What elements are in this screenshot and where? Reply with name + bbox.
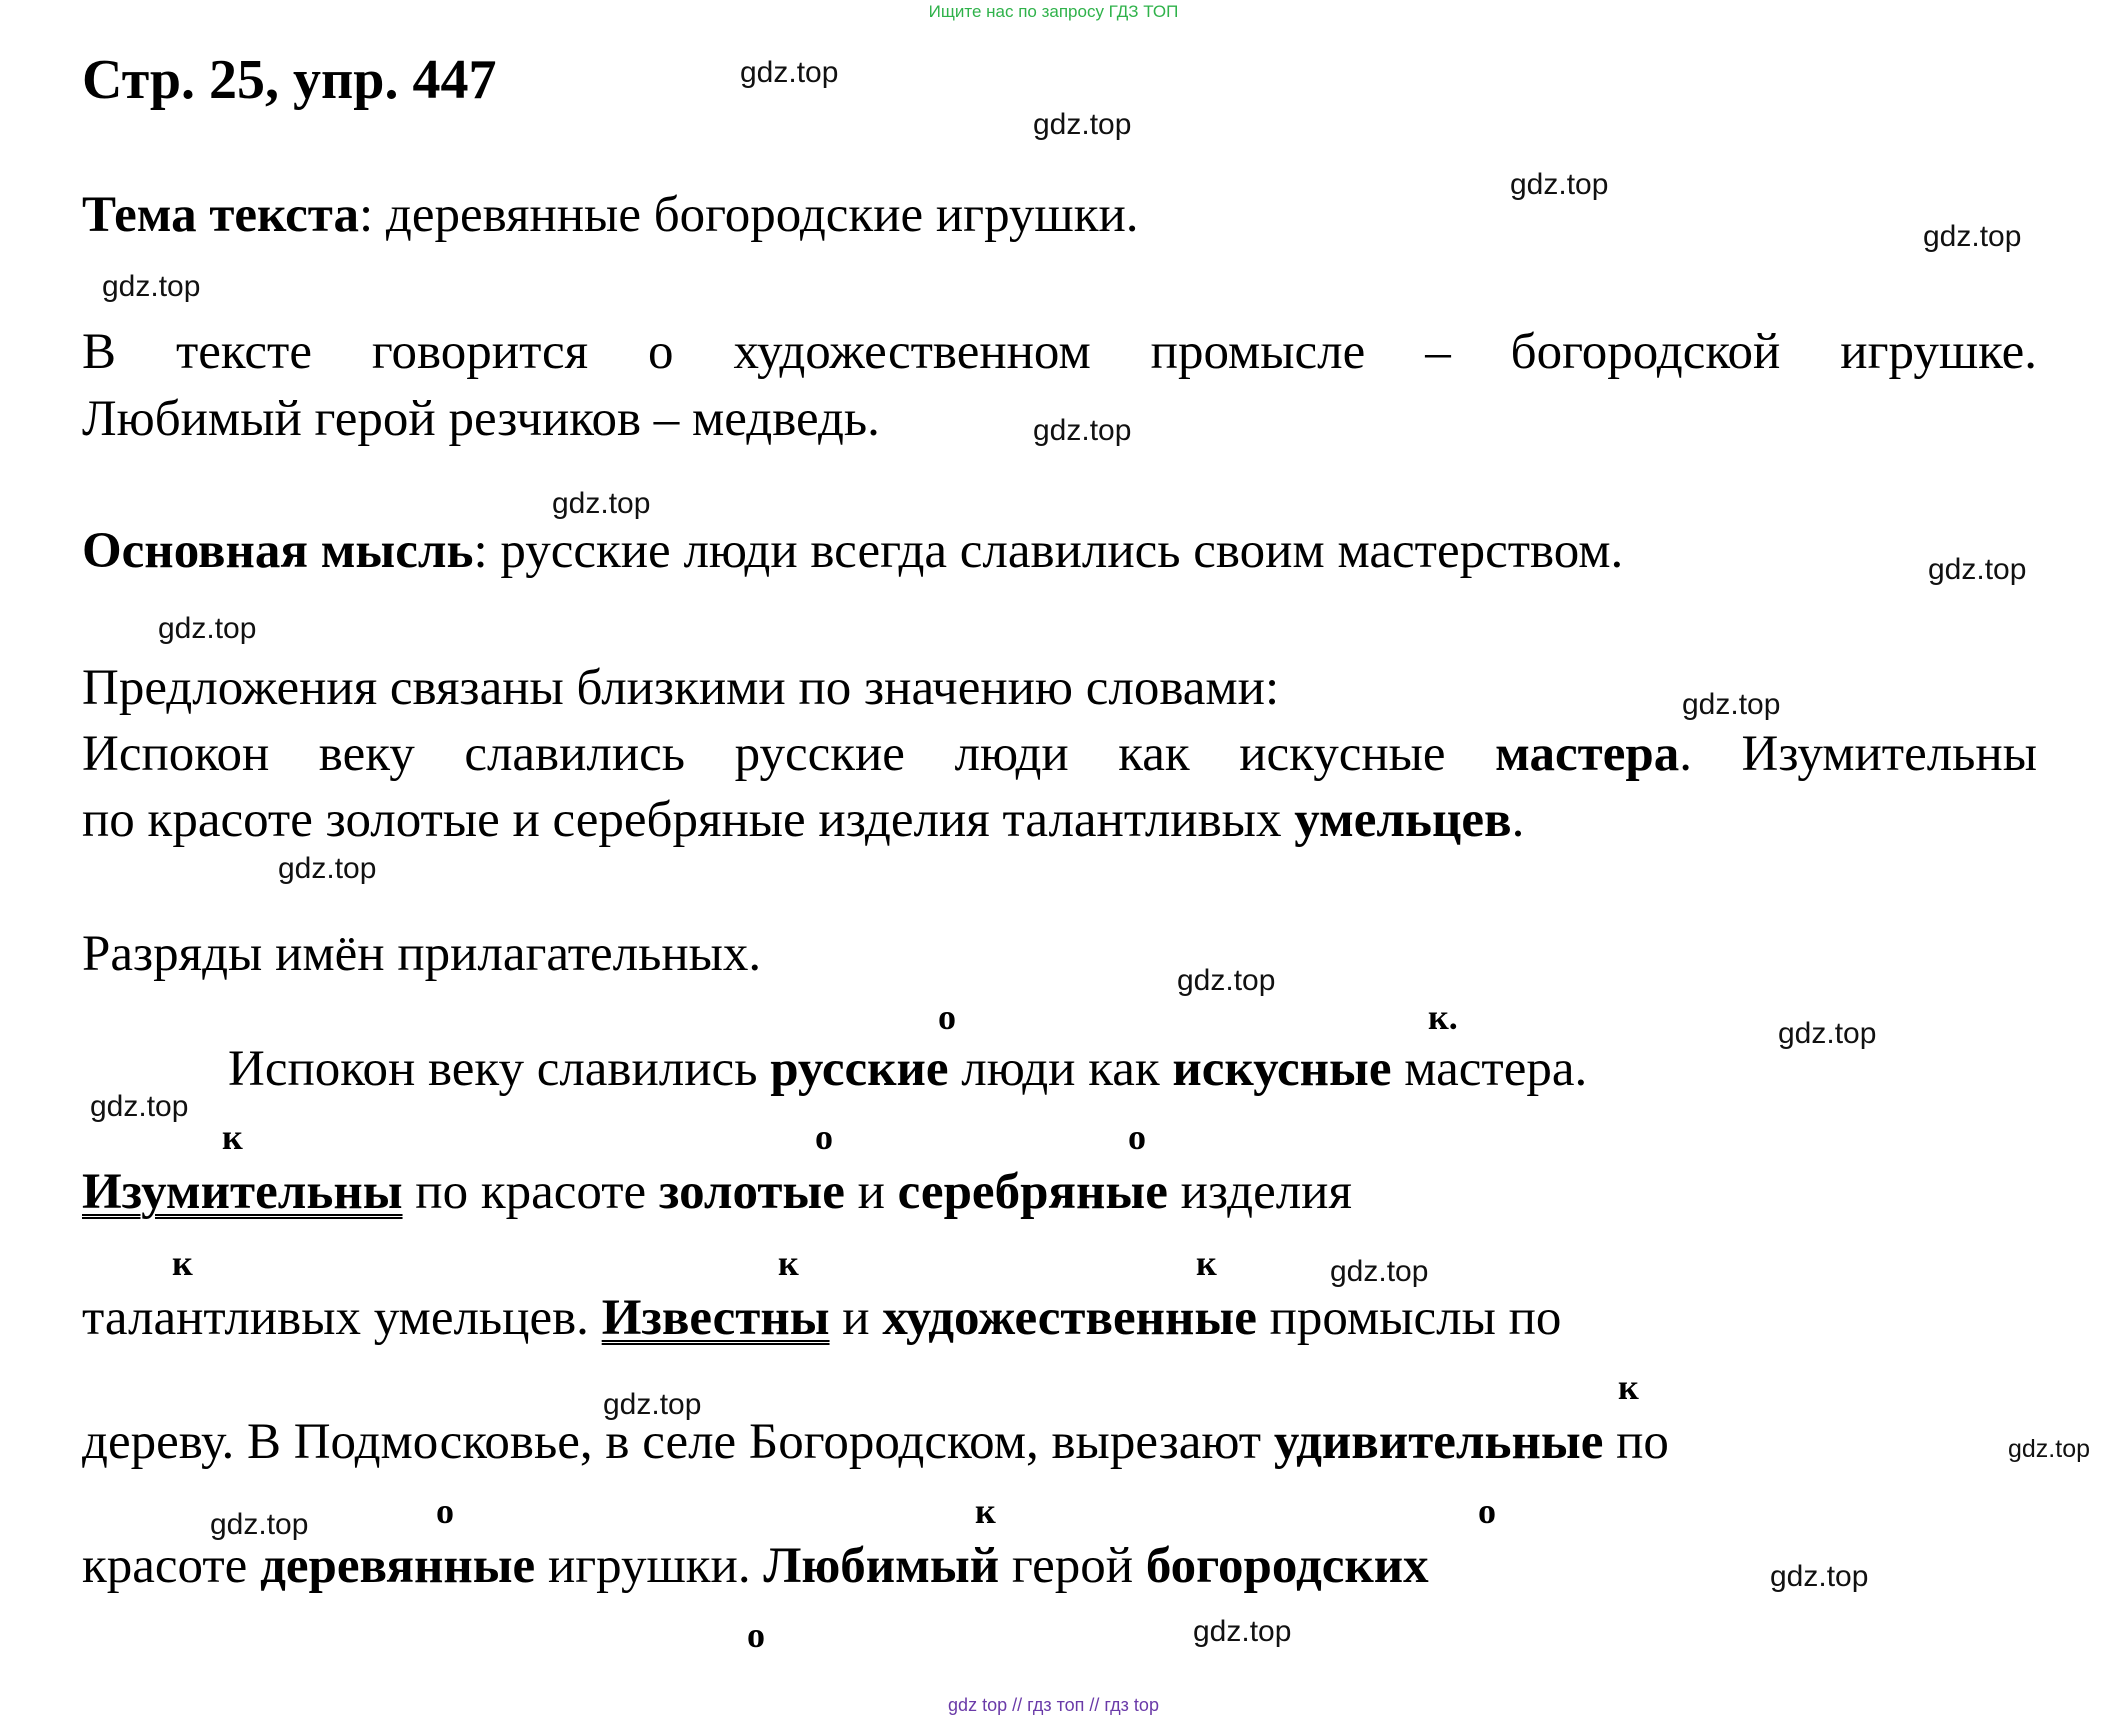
analysis-text: и [844, 1164, 898, 1220]
watermark: gdz.top [2008, 1435, 2091, 1463]
analysis-sentence-4 [82, 1413, 1669, 1471]
adjective: золотые [658, 1164, 845, 1220]
watermark: gdz.top [1033, 414, 1132, 447]
theme-line [82, 186, 1139, 244]
adjective: художественные [882, 1290, 1257, 1346]
analysis-text: по красоте [402, 1164, 659, 1220]
analysis-text: игрушки. [535, 1538, 764, 1594]
links-intro: Предложения связаны близкими по значению словами: [82, 660, 1280, 716]
short-adjective: Изумительны [82, 1164, 403, 1220]
watermark: gdz.top [552, 487, 651, 520]
watermark: gdz.top [1928, 553, 2027, 586]
watermark: gdz.top [740, 56, 839, 89]
short-adjective: Известны [601, 1290, 830, 1346]
analysis-text: герой [999, 1538, 1146, 1594]
mark-o: о [815, 1117, 833, 1157]
watermark: gdz.top [278, 852, 377, 885]
analysis-sentence-3 [82, 1289, 1561, 1347]
adjective: серебряные [897, 1164, 1168, 1220]
adjective: Любимый [763, 1538, 1000, 1594]
main-idea-text: : русские люди всегда славились своим мастерством. [473, 523, 1624, 579]
links-text: Испокон веку славились русские люди как искусные [82, 726, 1496, 782]
watermark: gdz.top [1193, 1615, 1292, 1648]
mark-k: к [778, 1243, 799, 1283]
links-keyword: мастера [1495, 726, 1680, 782]
watermark: gdz.top [102, 270, 201, 303]
links-keyword: умельцев [1294, 792, 1512, 848]
theme-text: : деревянные богородские игрушки. [358, 187, 1139, 243]
mark-o: о [1128, 1117, 1146, 1157]
adjective: богородских [1145, 1538, 1429, 1594]
analysis-text: изделия [1167, 1164, 1352, 1220]
links-line1 [82, 725, 2037, 783]
mark-k: к [975, 1491, 996, 1531]
links-text: . [1511, 792, 1525, 848]
analysis-text: и [829, 1290, 883, 1346]
analysis-text: красоте [82, 1538, 261, 1594]
mark-k: к [222, 1117, 243, 1157]
top-banner: Ищите нас по запросу ГДЗ ТОП [928, 2, 1179, 21]
analysis-text: дереву. В Подмосковье, в селе Богородском, вырезают [82, 1414, 1274, 1470]
links-text: по красоте золотые и серебряные изделия талантливых [82, 792, 1295, 848]
watermark: gdz.top [1177, 964, 1276, 997]
adjective: русские [770, 1041, 949, 1097]
mark-k: к [172, 1243, 193, 1283]
theme-desc-line2: Любимый герой резчиков – медведь. [82, 391, 880, 447]
analysis-text: Испокон веку славились [228, 1041, 771, 1097]
watermark: gdz.top [1778, 1017, 1877, 1050]
watermark: gdz.top [603, 1388, 702, 1421]
analysis-text: по [1603, 1414, 1669, 1470]
theme-desc-line1: В тексте говорится о художественном промысле – богородской игрушке. [82, 324, 2037, 380]
mark-o: о [938, 997, 956, 1037]
analysis-text: мастера. [1391, 1041, 1588, 1097]
page-title: Стр. 25, упр. 447 [82, 49, 497, 111]
analysis-sentence-2 [82, 1163, 1352, 1221]
watermark: gdz.top [1770, 1560, 1869, 1593]
analysis-text: промыслы по [1256, 1290, 1562, 1346]
analysis-text: талантливых умельцев. [82, 1290, 602, 1346]
mark-k: к [1196, 1243, 1217, 1283]
mark-o: о [1478, 1491, 1496, 1531]
watermark: gdz.top [1330, 1255, 1429, 1288]
watermark: gdz.top [1510, 168, 1609, 201]
watermark: gdz.top [1033, 108, 1132, 141]
watermark: gdz.top [90, 1090, 189, 1123]
links-text: . Изумительны [1679, 726, 2037, 782]
analysis-sentence-1 [228, 1040, 1587, 1098]
theme-label: Тема текста [82, 187, 359, 243]
analysis-text: люди как [948, 1041, 1173, 1097]
categories-heading: Разряды имён прилагательных. [82, 926, 762, 982]
mark-o: о [436, 1491, 454, 1531]
adjective: деревянные [260, 1538, 536, 1594]
mark-k: к [1618, 1367, 1639, 1407]
mark-k: к. [1428, 997, 1458, 1037]
main-idea-label: Основная мысль [82, 523, 474, 579]
analysis-sentence-5 [82, 1537, 1429, 1595]
watermark: gdz.top [158, 612, 257, 645]
adjective: удивительные [1273, 1414, 1604, 1470]
mark-o: о [747, 1615, 765, 1655]
watermark: gdz.top [210, 1508, 309, 1541]
watermark: gdz.top [1682, 688, 1781, 721]
adjective: искусные [1172, 1041, 1392, 1097]
links-line2 [82, 791, 1524, 849]
watermark: gdz.top [1923, 220, 2022, 253]
bottom-banner: gdz top // гдз топ // гдз top [948, 1695, 1159, 1715]
main-idea-line [82, 522, 1623, 580]
